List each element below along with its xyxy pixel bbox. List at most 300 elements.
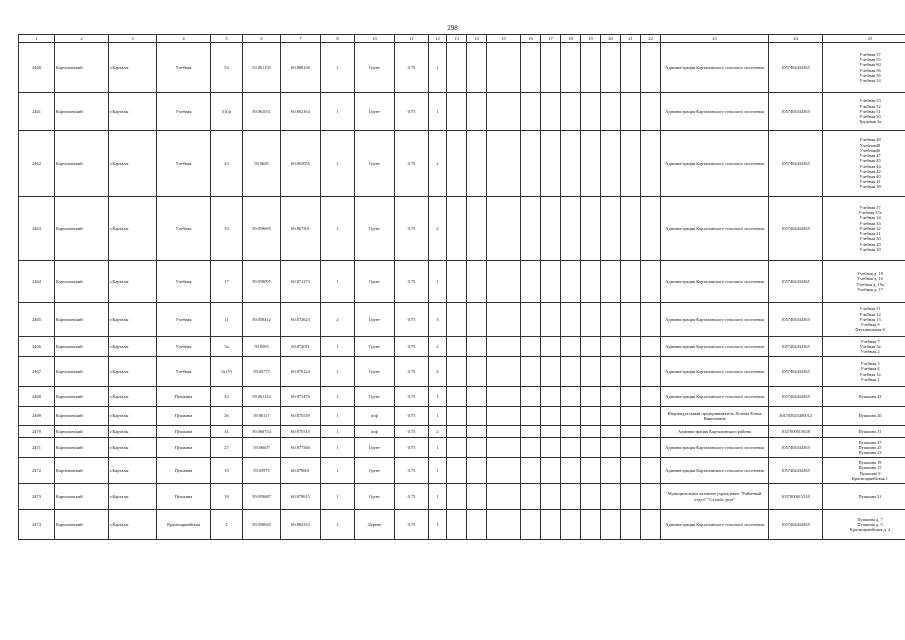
cell-lat: 59.059695 (243, 197, 281, 261)
cell-settlement: г.Карталы (109, 43, 157, 93)
cell-surface: Грунт (355, 93, 395, 131)
cell-ogrn: 1057404434365 (769, 337, 823, 357)
adjacent-address: Учебная 50 (859, 114, 881, 120)
cell-area: 0.75 (395, 510, 429, 540)
cell-area: 0.75 (395, 43, 429, 93)
cell-empty (601, 484, 621, 510)
cell-empty (621, 93, 641, 131)
cell-id: 2465 (19, 303, 55, 337)
cell-n: 1 (429, 407, 447, 426)
cell-district: Карталинский (55, 93, 109, 131)
column-header: 8 (321, 35, 355, 43)
cell-lon: 60.871273 (281, 261, 321, 303)
adjacent-address: Пушкина д. 7 (857, 516, 883, 522)
cell-house: 51(а) (211, 93, 243, 131)
cell-owner: Администрация Карталинского сельского поселения (661, 510, 769, 540)
column-header: 21 (621, 35, 641, 43)
cell-id: 2461 (19, 93, 55, 131)
cell-empty (621, 357, 641, 387)
cell-owner: Муниципальное казенное учреждение "Районный отдел" "Служба дела" (661, 484, 769, 510)
table-row (19, 407, 905, 426)
adjacent-address: Учебная 60 (859, 62, 881, 68)
cell-empty (467, 261, 487, 303)
cell-district: Карталинский (55, 357, 109, 387)
cell-n: 1 (429, 510, 447, 540)
cell-empty (641, 458, 661, 484)
cell-empty (641, 484, 661, 510)
cell-district: Карталинский (55, 510, 109, 540)
adjacent-address: Учебная 12 (859, 311, 881, 317)
cell-lon: 60.872623 (281, 303, 321, 337)
cell-empty (601, 197, 621, 261)
cell-adjacent (823, 93, 905, 131)
cell-empty (621, 426, 641, 438)
cell-empty (521, 510, 541, 540)
adjacent-address: Учебная 52 (859, 103, 881, 109)
cell-settlement: г.Карталы (109, 387, 157, 407)
cell-adjacent (823, 337, 905, 357)
adjacent-address: Учебная 29 (859, 241, 881, 247)
cell-street: Пушкина (157, 484, 211, 510)
adjacent-address: Учебная д. 16 (857, 276, 883, 282)
cell-empty (541, 43, 561, 93)
header-row (19, 35, 905, 43)
column-header: 19 (581, 35, 601, 43)
cell-surface: Грунт (355, 261, 395, 303)
cell-cnt: 1 (321, 197, 355, 261)
adjacent-address: Пушкина д. 5 (857, 521, 883, 527)
cell-street: Учебная (157, 93, 211, 131)
table-row (19, 93, 905, 131)
cell-lon: 60.874011 (281, 337, 321, 357)
cell-empty (541, 438, 561, 458)
cell-house: 31 (211, 426, 243, 438)
cell-empty (521, 357, 541, 387)
cell-empty (561, 337, 581, 357)
cell-empty (601, 458, 621, 484)
cell-empty (487, 303, 521, 337)
cell-id: 2467 (19, 357, 55, 387)
cell-empty (521, 387, 541, 407)
cell-area: 0.75 (395, 484, 429, 510)
cell-empty (581, 438, 601, 458)
cell-settlement: г.Карталы (109, 357, 157, 387)
cell-house: 43 (211, 131, 243, 197)
adjacent-address: Учебная 34 (859, 215, 881, 221)
cell-id: 2472 (19, 458, 55, 484)
cell-area: 0.75 (395, 197, 429, 261)
column-header: 1 (19, 35, 55, 43)
adjacent-address: Учебная 31 (859, 231, 881, 237)
cell-empty (581, 43, 601, 93)
cell-area: 0.75 (395, 407, 429, 426)
cell-lat: 59.061051 (243, 93, 281, 131)
cell-empty (601, 303, 621, 337)
cell-empty (487, 458, 521, 484)
cell-empty (521, 261, 541, 303)
cell-area: 0.75 (395, 438, 429, 458)
cell-n: 2 (429, 131, 447, 197)
table-row (19, 197, 905, 261)
cell-lon: 60.867501 (281, 197, 321, 261)
cell-adjacent (823, 131, 905, 197)
cell-id: 2462 (19, 131, 55, 197)
cell-empty (621, 43, 641, 93)
adjacent-address: Учебная 1 (860, 376, 880, 382)
cell-adjacent (823, 426, 905, 438)
cell-empty (487, 93, 521, 131)
cell-lat: 59.058635 (243, 510, 281, 540)
adjacent-address: Учебная 4 (860, 366, 880, 372)
cell-empty (561, 197, 581, 261)
cell-adjacent (823, 357, 905, 387)
cell-id: 2471 (19, 438, 55, 458)
cell-street: Пушкина (157, 438, 211, 458)
cell-empty (561, 93, 581, 131)
cell-empty (447, 357, 467, 387)
cell-house: 43 (211, 387, 243, 407)
cell-surface: Грунт (355, 337, 395, 357)
cell-lon: 60.862164 (281, 93, 321, 131)
cell-house: 26 (211, 407, 243, 426)
cell-empty (561, 438, 581, 458)
adjacent-address: Учебная 13 (859, 316, 881, 322)
cell-empty (641, 197, 661, 261)
cell-adjacent (823, 510, 905, 540)
cell-empty (561, 261, 581, 303)
cell-settlement: г.Карталы (109, 484, 157, 510)
table-row (19, 458, 905, 484)
cell-empty (641, 261, 661, 303)
cell-lat: 59.0583 (243, 337, 281, 357)
cell-settlement: г.Карталы (109, 197, 157, 261)
cell-id: 2464 (19, 261, 55, 303)
adjacent-address: Трудовая 3а (858, 119, 882, 125)
cell-cnt: 1 (321, 458, 355, 484)
cell-n: 1 (429, 458, 447, 484)
cell-cnt: 1 (321, 387, 355, 407)
cell-cnt: 1 (321, 93, 355, 131)
table-row (19, 387, 905, 407)
adjacent-address: Учебная 41 (859, 179, 881, 185)
cell-owner: Администрация Карталинского сельского поселения (661, 387, 769, 407)
register-table (18, 34, 905, 540)
cell-district: Карталинский (55, 438, 109, 458)
cell-settlement: г.Карталы (109, 438, 157, 458)
adjacent-address: Фестивальная 6 (855, 327, 885, 333)
cell-id: 2466 (19, 337, 55, 357)
cell-empty (447, 438, 467, 458)
adjacent-address: Учебная 30 (859, 236, 881, 242)
cell-empty (521, 43, 541, 93)
adjacent-address: Пушкина 25 (858, 444, 882, 450)
cell-street: Учебная (157, 261, 211, 303)
cell-district: Карталинский (55, 197, 109, 261)
column-header: 4 (157, 35, 211, 43)
cell-ogrn: 1057404434365 (769, 43, 823, 93)
cell-empty (521, 303, 541, 337)
cell-empty (467, 357, 487, 387)
cell-empty (447, 93, 467, 131)
cell-street: Учебная (157, 357, 211, 387)
cell-owner: Администрация Карталинского сельского поселения (661, 337, 769, 357)
cell-empty (601, 261, 621, 303)
cell-settlement: г.Карталы (109, 510, 157, 540)
cell-surface: Грунт (355, 387, 395, 407)
adjacent-address: Учебная 57 (859, 51, 881, 57)
cell-owner: Администрация Карталинского сельского поселения (661, 303, 769, 337)
cell-empty (581, 197, 601, 261)
cell-adjacent (823, 458, 905, 484)
cell-cnt: 1 (321, 426, 355, 438)
cell-empty (467, 93, 487, 131)
column-header: 12 (429, 35, 447, 43)
cell-district: Карталинский (55, 426, 109, 438)
cell-district: Карталинский (55, 261, 109, 303)
cell-empty (641, 357, 661, 387)
cell-empty (561, 426, 581, 438)
cell-lon: 60.879601 (281, 458, 321, 484)
cell-lat: 59.059687 (243, 484, 281, 510)
adjacent-address: Учебная д. 17 (857, 286, 883, 292)
adjacent-address: Учебная 48 (859, 137, 881, 143)
cell-empty (621, 303, 641, 337)
adjacent-address: Учебная 42 (859, 168, 881, 174)
cell-ogrn: 1057404434365 (769, 261, 823, 303)
cell-empty (541, 510, 561, 540)
cell-house: 27 (211, 438, 243, 458)
cell-empty (621, 458, 641, 484)
column-header: 23 (661, 35, 769, 43)
table-row (19, 484, 905, 510)
adjacent-address: Пушкина 9 (859, 470, 881, 476)
cell-empty (581, 93, 601, 131)
cell-empty (487, 131, 521, 197)
cell-house: 19 (211, 484, 243, 510)
cell-empty (487, 438, 521, 458)
cell-empty (541, 458, 561, 484)
adjacent-address: Красноармейская 1 (852, 475, 888, 481)
adjacent-address: Пушкина 19 (858, 460, 882, 466)
column-header: 25 (823, 35, 905, 43)
column-header: 5 (211, 35, 243, 43)
cell-lon: 60.876124 (281, 357, 321, 387)
adjacent-address: Учебная 37а (858, 210, 882, 216)
cell-settlement: г.Карталы (109, 93, 157, 131)
cell-empty (447, 484, 467, 510)
cell-area: 0.75 (395, 131, 429, 197)
cell-empty (487, 43, 521, 93)
cell-empty (521, 484, 541, 510)
cell-area: 0.75 (395, 303, 429, 337)
cell-empty (521, 337, 541, 357)
cell-empty (601, 337, 621, 357)
cell-n: 3 (429, 303, 447, 337)
cell-surface: Грунт (355, 357, 395, 387)
cell-empty (487, 387, 521, 407)
cell-surface: асф (355, 426, 395, 438)
cell-empty (641, 426, 661, 438)
cell-area: 0.75 (395, 261, 429, 303)
cell-empty (467, 43, 487, 93)
cell-n: 6 (429, 357, 447, 387)
cell-empty (541, 93, 561, 131)
cell-settlement: г.Карталы (109, 337, 157, 357)
adjacent-address: Учебная 2 (860, 349, 880, 355)
cell-empty (521, 426, 541, 438)
cell-owner: Индивидуальный предприниматель Попова Елена Николаевна (661, 407, 769, 426)
column-header: 16 (521, 35, 541, 43)
column-header: 11 (395, 35, 429, 43)
cell-empty (641, 387, 661, 407)
cell-empty (541, 197, 561, 261)
cell-id: 2473 (19, 484, 55, 510)
cell-surface: Дерево (355, 510, 395, 540)
cell-ogrn: 1027000615028 (769, 426, 823, 438)
cell-empty (621, 131, 641, 197)
adjacent-address: Учебная48 (859, 142, 881, 148)
column-header: 18 (561, 35, 581, 43)
cell-empty (467, 510, 487, 540)
cell-empty (581, 337, 601, 357)
cell-empty (581, 510, 601, 540)
adjacent-address: Учебная 39 (859, 246, 881, 252)
cell-settlement: г.Карталы (109, 261, 157, 303)
cell-empty (621, 387, 641, 407)
cell-surface: Грунт (355, 43, 395, 93)
cell-n: 1 (429, 43, 447, 93)
cell-empty (641, 510, 661, 540)
cell-district: Карталинский (55, 458, 109, 484)
cell-n: 1 (429, 93, 447, 131)
cell-district: Карталинский (55, 43, 109, 93)
cell-surface: Грунт (355, 438, 395, 458)
cell-cnt: 1 (321, 510, 355, 540)
cell-n: 2 (429, 426, 447, 438)
cell-empty (447, 426, 467, 438)
cell-empty (521, 93, 541, 131)
cell-ogrn: 1057404434365 (769, 510, 823, 540)
cell-house: 53 (211, 43, 243, 93)
cell-area: 0.75 (395, 337, 429, 357)
cell-empty (621, 337, 641, 357)
cell-empty (541, 407, 561, 426)
cell-street: Пушкина (157, 407, 211, 426)
cell-n: 2 (429, 197, 447, 261)
cell-ogrn: 1037000615510 (769, 484, 823, 510)
cell-house: 1а (У) (211, 357, 243, 387)
adjacent-address: Учебная 5а (859, 343, 881, 349)
cell-ogrn: 1057404434365 (769, 197, 823, 261)
cell-empty (541, 484, 561, 510)
cell-empty (561, 458, 581, 484)
column-header: 6 (243, 35, 281, 43)
cell-area: 0.75 (395, 426, 429, 438)
cell-street: Учебная (157, 131, 211, 197)
table-row (19, 510, 905, 540)
cell-n: 1 (429, 438, 447, 458)
cell-street: Красноармейская (157, 510, 211, 540)
cell-empty (581, 484, 601, 510)
adjacent-address: Учебная 45 (859, 158, 881, 164)
table-row (19, 438, 905, 458)
cell-empty (601, 357, 621, 387)
cell-district: Карталинский (55, 131, 109, 197)
cell-owner: Администрация Карталинского сельского поселения (661, 43, 769, 93)
cell-id: 2474 (19, 510, 55, 540)
adjacent-address: Учебная46 (859, 147, 881, 153)
cell-area: 0.75 (395, 387, 429, 407)
cell-empty (467, 484, 487, 510)
cell-empty (447, 131, 467, 197)
cell-lat: 59.06607 (243, 438, 281, 458)
cell-owner: Администрация Карталинского сельского поселения (661, 261, 769, 303)
cell-empty (601, 407, 621, 426)
cell-empty (601, 438, 621, 458)
cell-empty (601, 131, 621, 197)
cell-empty (641, 303, 661, 337)
adjacent-address: Учебная 54 (859, 77, 881, 83)
cell-empty (581, 303, 601, 337)
cell-id: 2460 (19, 43, 55, 93)
cell-empty (621, 407, 641, 426)
cell-lon: 60.865055 (281, 131, 321, 197)
table-row (19, 131, 905, 197)
cell-adjacent (823, 484, 905, 510)
cell-cnt: 1 (321, 261, 355, 303)
cell-empty (447, 387, 467, 407)
cell-cnt: 1 (321, 357, 355, 387)
cell-lat: 53.061155 (243, 43, 281, 93)
cell-ogrn: 1057404434365 (769, 303, 823, 337)
cell-empty (467, 197, 487, 261)
cell-empty (487, 484, 521, 510)
adjacent-address: Учебная 11 (859, 306, 881, 312)
cell-lon: 60.875513 (281, 426, 321, 438)
table-row (19, 337, 905, 357)
cell-house: 19 (211, 458, 243, 484)
column-header: 22 (641, 35, 661, 43)
cell-empty (541, 131, 561, 197)
cell-empty (581, 261, 601, 303)
cell-lon: 60.879615 (281, 484, 321, 510)
cell-adjacent (823, 387, 905, 407)
cell-empty (521, 197, 541, 261)
cell-adjacent (823, 303, 905, 337)
adjacent-address: Пушкина 15 (858, 465, 882, 471)
cell-lat: 59.060754 (243, 426, 281, 438)
cell-cnt: 1 (321, 438, 355, 458)
cell-empty (447, 261, 467, 303)
cell-surface: асф (355, 407, 395, 426)
cell-empty (487, 261, 521, 303)
cell-lon: 60.880136 (281, 43, 321, 93)
cell-street: Учебная (157, 303, 211, 337)
cell-surface: Грунт (355, 458, 395, 484)
cell-empty (487, 357, 521, 387)
cell-owner: Администрация Карталинского сельского поселения (661, 357, 769, 387)
cell-adjacent (823, 407, 905, 426)
cell-empty (561, 407, 581, 426)
cell-empty (447, 458, 467, 484)
cell-owner: Администрация Карталинского района (661, 426, 769, 438)
column-header: 20 (601, 35, 621, 43)
cell-empty (467, 303, 487, 337)
adjacent-address: Пушкина 23 (858, 450, 882, 456)
adjacent-address: Пушкина 21 (858, 493, 882, 499)
cell-empty (621, 438, 641, 458)
cell-district: Карталинский (55, 387, 109, 407)
